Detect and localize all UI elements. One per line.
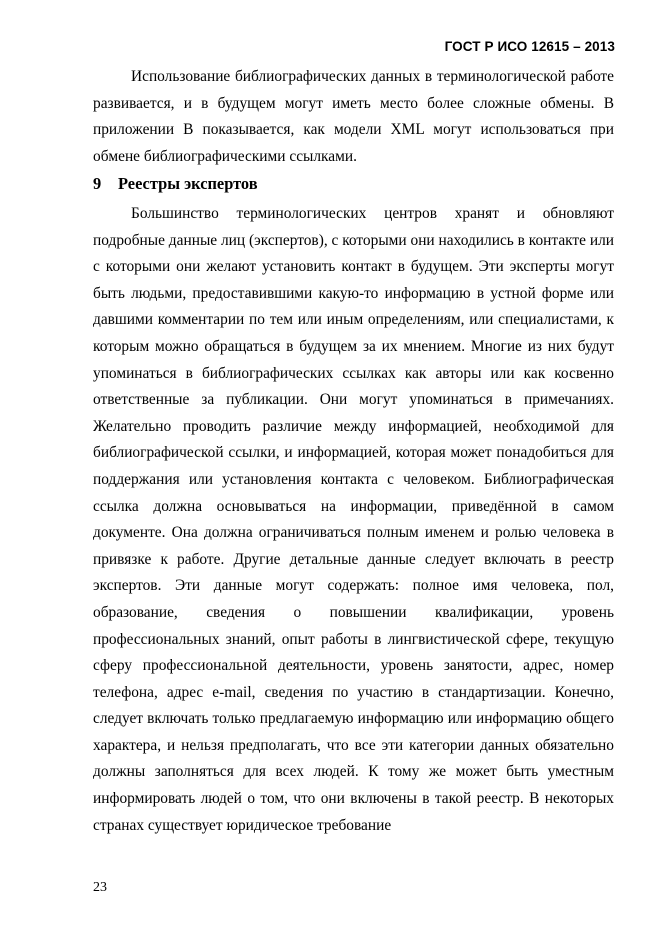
paragraph-bibliographic-data xyxy=(93,64,614,170)
document-id-header: ГОСТ Р ИСО 12615 – 2013 xyxy=(444,39,615,54)
section-number: 9 xyxy=(93,174,102,193)
page-number: 23 xyxy=(93,880,107,895)
paragraph-text: Большинство терминологических центров хранят и обновляют подробные данные лиц (экспертов), с которыми они находились в контакте или с которыми они желают установить контакт в будущем. Эти эксперты могут быть людьми, предоставившими какую-то информацию в устной форме или давшими комментарии по тем или иным определениям, или специалистами, к которым можно обращаться в будущем за их мнением. Многие из них будут упоминаться в библиографических ссылках как авторы или как косвенно ответственные за публикации. Они могут упоминаться в примечаниях. Желательно проводить различие между информацией, необходимой для библиографической ссылки, и информацией, которая может понадобиться для поддержания или установления контакта с человеком. Библиографическая ссылка должна основываться на информации, приведённой в самом документе. Она должна ограничиваться полным именем и ролью человека в привязке к работе. Другие детальные данные следует включать в реестр экспертов. Эти данные могут содержать: полное имя человека, пол, образование, сведения о повышении квалификации, уровень профессиональных знаний, опыт работы в лингвистической сфере, текущую сферу профессиональной деятельности, уровень занятости, адрес, номер телефона, адрес e-mail, сведения по участию в стандартизации. Конечно, следует включать только предлагаемую информацию или информацию общего характера, и нельзя предполагать, что все эти категории данных обязательно должны заполняться для всех людей. К тому же может быть уместным информировать людей о том, что они включены в такой реестр. В некоторых странах существует юридическое требование xyxy=(93,205,614,834)
section-title: Реестры экспертов xyxy=(118,174,258,193)
paragraph-expert-registers xyxy=(93,201,614,839)
paragraph-text: Использование библиографических данных в терминологической работе развивается, и в будущем могут иметь место более сложные обмены. В приложении В показывается, как модели XML могут использоваться при обмене библиографическими ссылками. xyxy=(93,68,614,165)
section-heading xyxy=(93,174,258,194)
